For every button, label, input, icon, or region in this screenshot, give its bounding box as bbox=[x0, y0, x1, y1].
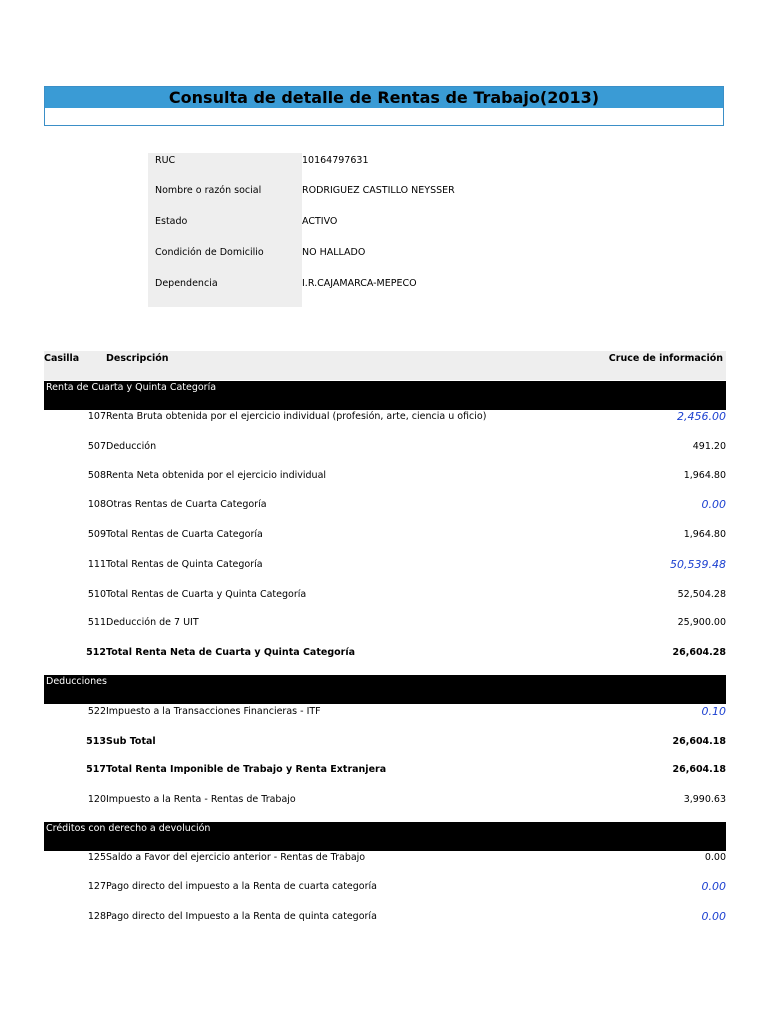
row-value-link[interactable]: 0.00 bbox=[701, 910, 726, 923]
info-value-nombre: RODRIGUEZ CASTILLO NEYSSER bbox=[302, 185, 455, 196]
row-code: 128 bbox=[87, 911, 106, 922]
row-value: 1,964.80 bbox=[683, 470, 726, 481]
header-cruce: Cruce de información bbox=[608, 353, 723, 364]
section-label: Créditos con derecho a devolución bbox=[46, 823, 211, 834]
row-code: 517 bbox=[86, 764, 106, 775]
row-desc: Sub Total bbox=[106, 736, 156, 747]
row-value: 0.00 bbox=[704, 852, 726, 863]
row-desc: Otras Rentas de Cuarta Categoría bbox=[106, 499, 267, 510]
row-desc: Total Rentas de Cuarta Categoría bbox=[106, 529, 263, 540]
row-desc: Total Rentas de Quinta Categoría bbox=[106, 559, 263, 570]
row-desc: Deducción de 7 UIT bbox=[106, 617, 199, 628]
row-desc: Renta Bruta obtenida por el ejercicio individual (profesión, arte, ciencia u oficio) bbox=[106, 411, 487, 422]
info-label-ruc: RUC bbox=[155, 155, 176, 166]
section-creditos bbox=[44, 822, 726, 851]
row-code: 522 bbox=[87, 706, 106, 717]
row-desc: Total Rentas de Cuarta y Quinta Categoría bbox=[106, 589, 307, 600]
row-value-link[interactable]: 2,456.00 bbox=[677, 410, 726, 423]
row-value-link[interactable]: 0.00 bbox=[701, 880, 726, 893]
row-code: 512 bbox=[86, 647, 106, 658]
row-desc: Pago directo del impuesto a la Renta de cuarta categoría bbox=[106, 881, 377, 892]
info-value-dependencia: I.R.CAJAMARCA-MEPECO bbox=[302, 278, 417, 289]
info-label-estado: Estado bbox=[155, 216, 188, 227]
row-value: 25,900.00 bbox=[677, 617, 726, 628]
row-code: 107 bbox=[87, 411, 106, 422]
row-value: 52,504.28 bbox=[677, 589, 726, 600]
row-code: 510 bbox=[87, 589, 106, 600]
row-desc: Impuesto a la Renta - Rentas de Trabajo bbox=[106, 794, 296, 805]
row-code: 509 bbox=[87, 529, 106, 540]
row-value: 26,604.18 bbox=[672, 736, 726, 747]
page-title: Consulta de detalle de Rentas de Trabajo(2013) bbox=[168, 88, 600, 107]
row-value-link[interactable]: 50,539.48 bbox=[670, 558, 726, 571]
row-value-link[interactable]: 0.10 bbox=[701, 705, 726, 718]
row-desc: Total Renta Neta de Cuarta y Quinta Categoría bbox=[106, 647, 355, 658]
row-code: 127 bbox=[87, 881, 106, 892]
row-code: 125 bbox=[87, 852, 106, 863]
row-desc: Impuesto a la Transacciones Financieras - ITF bbox=[106, 706, 321, 717]
title-bar bbox=[44, 86, 724, 126]
info-value-condicion: NO HALLADO bbox=[302, 247, 366, 258]
info-label-condicion: Condición de Domicilio bbox=[155, 247, 264, 258]
row-value-link[interactable]: 0.00 bbox=[701, 498, 726, 511]
row-code: 508 bbox=[87, 470, 106, 481]
row-desc: Deducción bbox=[106, 441, 157, 452]
row-code: 111 bbox=[87, 559, 106, 570]
info-label-dependencia: Dependencia bbox=[155, 278, 218, 289]
header-casilla: Casilla bbox=[44, 353, 80, 364]
section-label: Renta de Cuarta y Quinta Categoría bbox=[46, 382, 217, 393]
row-value: 491.20 bbox=[692, 441, 726, 452]
row-desc: Pago directo del Impuesto a la Renta de quinta categoría bbox=[106, 911, 377, 922]
section-deducciones bbox=[44, 675, 726, 704]
row-desc: Renta Neta obtenida por el ejercicio individual bbox=[106, 470, 327, 481]
row-code: 513 bbox=[86, 736, 106, 747]
info-value-ruc: 10164797631 bbox=[302, 155, 369, 166]
info-label-nombre: Nombre o razón social bbox=[155, 185, 262, 196]
section-label: Deducciones bbox=[46, 676, 107, 687]
section-cuarta-quinta bbox=[44, 381, 726, 410]
row-code: 120 bbox=[87, 794, 106, 805]
row-code: 507 bbox=[87, 441, 106, 452]
row-desc: Total Renta Imponible de Trabajo y Renta Extranjera bbox=[106, 764, 387, 775]
row-value: 26,604.18 bbox=[672, 764, 726, 775]
info-value-estado: ACTIVO bbox=[302, 216, 338, 227]
header-descripcion: Descripción bbox=[106, 353, 169, 364]
row-code: 511 bbox=[87, 617, 106, 628]
row-value: 3,990.63 bbox=[683, 794, 726, 805]
row-value: 1,964.80 bbox=[683, 529, 726, 540]
row-desc: Saldo a Favor del ejercicio anterior - Rentas de Trabajo bbox=[106, 852, 366, 863]
row-value: 26,604.28 bbox=[672, 647, 726, 658]
row-code: 108 bbox=[87, 499, 106, 510]
